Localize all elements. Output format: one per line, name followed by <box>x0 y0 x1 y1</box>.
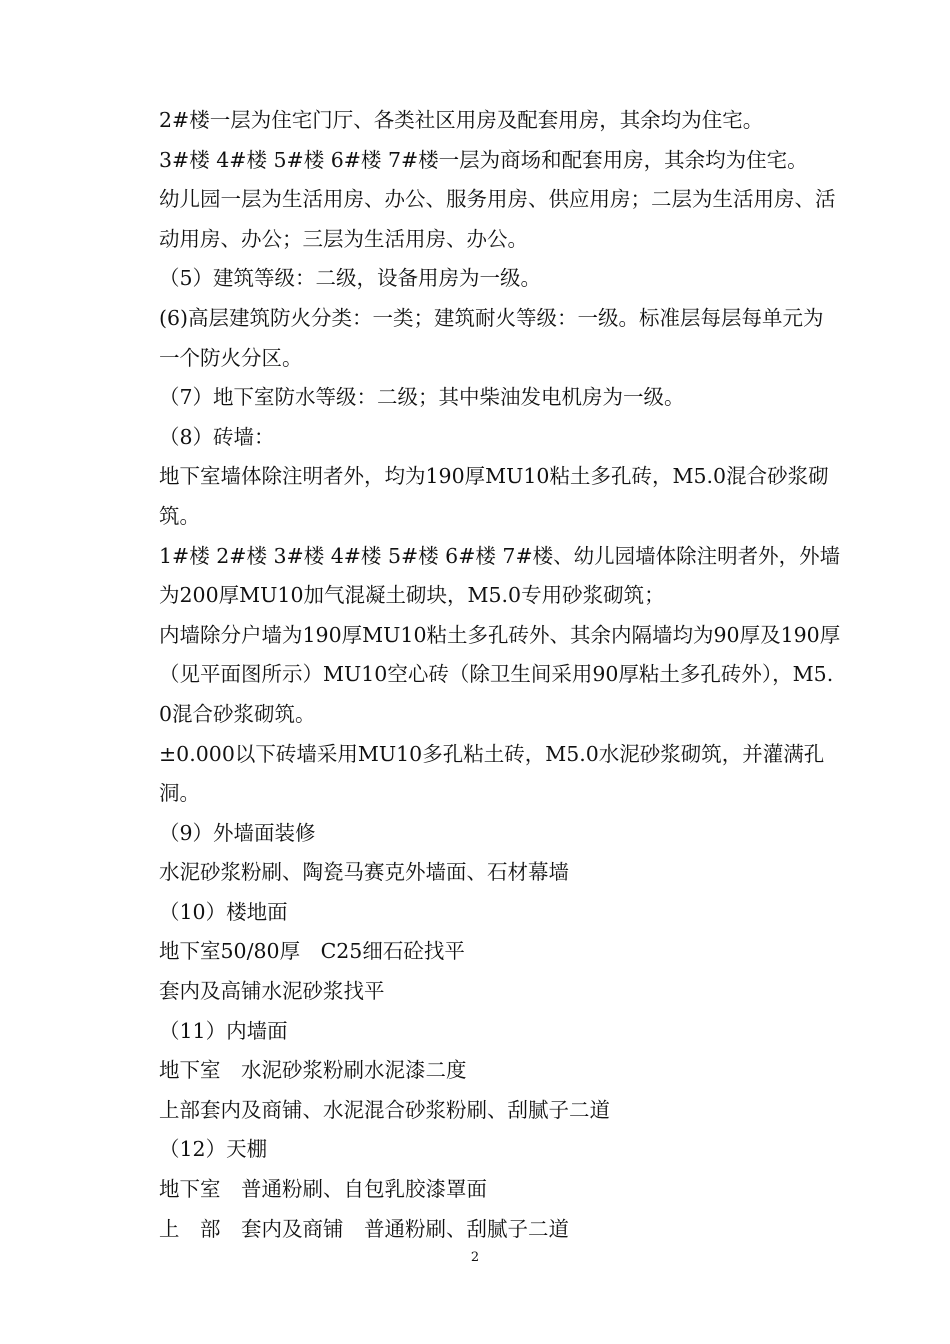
heading-interior-walls: （11）内墙面 <box>159 1018 288 1043</box>
paragraph-basement-walls: 地下室墙体除注明者外，均为190厚MU10粘土多孔砖，M5.0混合砂浆砌筑。 <box>159 464 829 528</box>
paragraph-basement-floor: 地下室50/80厚 C25细石砼找平 <box>159 939 465 964</box>
paragraph-upper-ceiling: 上 部 套内及商铺 普通粉刷、刮腻子二道 <box>159 1216 569 1241</box>
paragraph-exterior-finish: 水泥砂浆粉刷、陶瓷马赛克外墙面、石材幕墙 <box>159 860 569 885</box>
paragraph-building-grade: （5）建筑等级：二级，设备用房为一级。 <box>159 266 542 291</box>
paragraph-unit-floor: 套内及高铺水泥砂浆找平 <box>159 979 385 1004</box>
paragraph-exterior-walls: 1#楼 2#楼 3#楼 4#楼 5#楼 6#楼 7#楼、幼儿园墙体除注明者外，外墙为200厚MU10加气混凝土砌块，M5.0专用砂浆砌筑； <box>159 543 841 608</box>
paragraph-buildings3-7-ground-floor: 3#楼 4#楼 5#楼 6#楼 7#楼一层为商场和配套用房，其余均为住宅。 <box>159 147 808 172</box>
paragraph-basement-ceiling: 地下室 普通粉刷、自包乳胶漆罩面 <box>159 1177 487 1202</box>
paragraph-kindergarten-floors: 幼儿园一层为生活用房、办公、服务用房、供应用房；二层为生活用房、活动用房、办公；三层为生活用房、办公。 <box>159 187 836 251</box>
heading-floors: （10）楼地面 <box>159 899 288 924</box>
paragraph-upper-interior-walls: 上部套内及商铺、水泥混合砂浆粉刷、刮腻子二道 <box>159 1097 610 1122</box>
paragraph-below-grade-walls: ±0.000以下砖墙采用MU10多孔粘土砖，M5.0水泥砂浆砌筑，并灌满孔洞。 <box>159 741 825 806</box>
heading-exterior-finish: （9）外墙面装修 <box>159 820 316 845</box>
paragraph-building2-ground-floor: 2#楼一层为住宅门厅、各类社区用房及配套用房，其余均为住宅。 <box>159 108 764 132</box>
document-body <box>159 101 843 1249</box>
heading-brick-wall: （8）砖墙： <box>159 424 275 449</box>
paragraph-interior-walls: 内墙除分户墙为190厚MU10粘土多孔砖外、其余内隔墙均为90厚及190厚（见平面图所示）MU10空心砖（除卫生间采用90厚粘土多孔砖外），M5.0混合砂浆砌筑。 <box>159 622 841 726</box>
heading-ceiling: （12）天棚 <box>159 1137 268 1162</box>
paragraph-basement-waterproof: （7）地下室防水等级：二级；其中柴油发电机房为一级。 <box>159 385 685 410</box>
page-number: 2 <box>470 1250 480 1265</box>
paragraph-basement-interior-walls: 地下室 水泥砂浆粉刷水泥漆二度 <box>159 1058 467 1083</box>
paragraph-fire-classification: (6)高层建筑防火分类：一类；建筑耐火等级：一级。标准层每层每单元为一个防火分区。 <box>159 305 824 370</box>
